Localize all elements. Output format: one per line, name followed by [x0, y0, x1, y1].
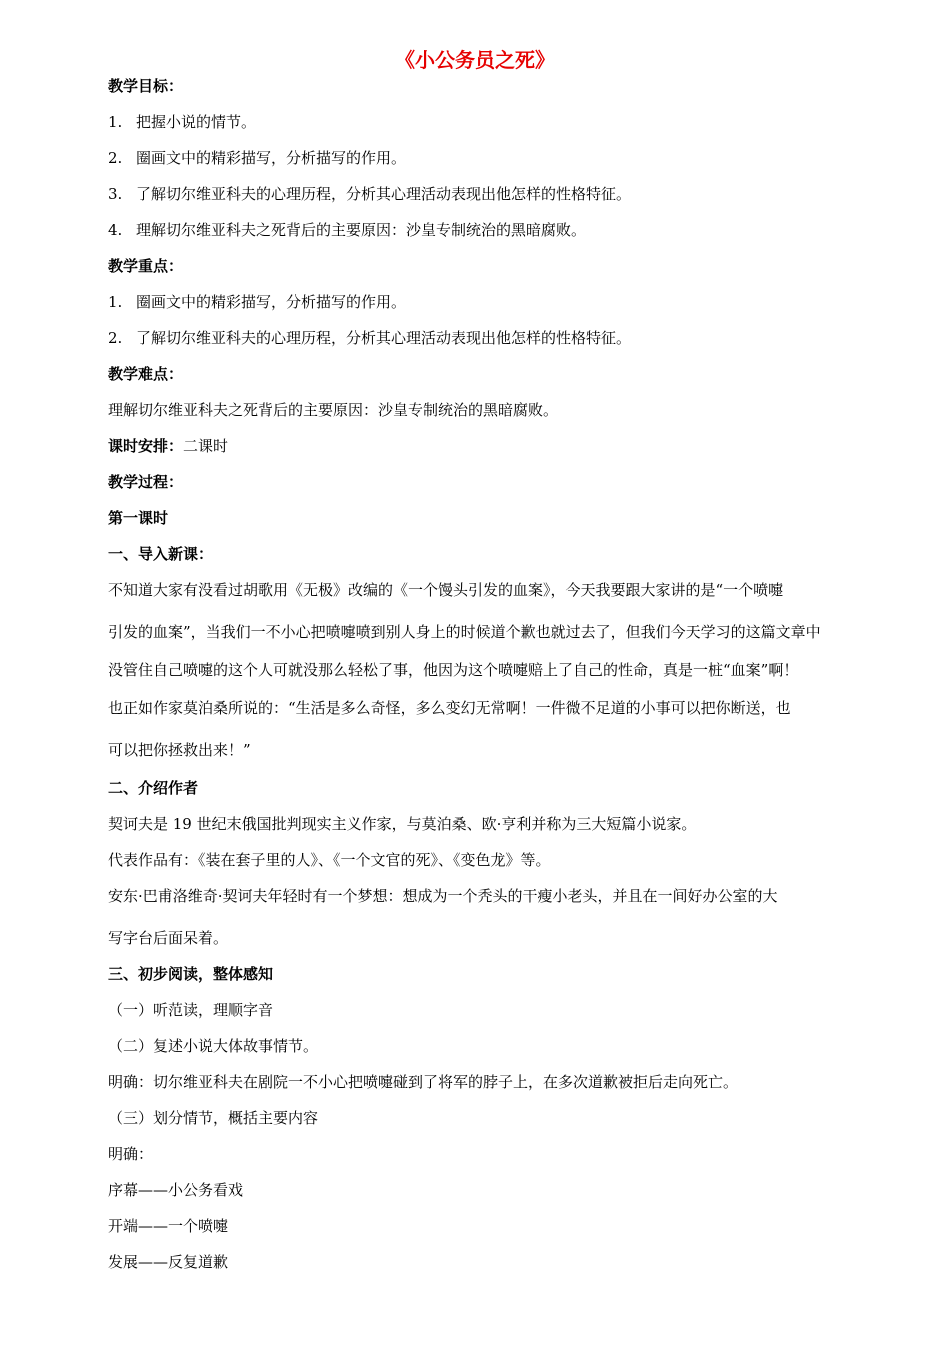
author-line-3b: 写字台后面呆着。 [108, 929, 229, 947]
reading-step-3-label: 明确： [108, 1145, 154, 1163]
process-heading: 教学过程： [108, 473, 184, 491]
intro-paragraph-2-line-1: 也正如作家莫泊桑所说的：“生活是多么奇怪，多么变幻无常啊！一件微不足道的小事可以把你断送，也 [108, 699, 791, 717]
goal-num-4: 4. [108, 221, 123, 239]
goal-text-1: 把握小说的情节。 [136, 113, 257, 131]
difficulty-text: 理解切尔维亚科夫之死背后的主要原因：沙皇专制统治的黑暗腐败。 [108, 401, 559, 419]
reading-heading: 三、初步阅读，整体感知 [108, 965, 274, 983]
intro-paragraph-1-line-1: 不知道大家有没看过胡歌用《无极》改编的《一个馒头引发的血案》，今天我要跟大家讲的是“一个喷嚏 [108, 581, 784, 599]
schedule-label: 课时安排： [108, 437, 184, 455]
author-heading: 二、介绍作者 [108, 779, 199, 797]
goal-num-1: 1. [108, 113, 123, 131]
goal-text-4: 理解切尔维亚科夫之死背后的主要原因：沙皇专制统治的黑暗腐败。 [136, 221, 587, 239]
plot-item-1: 序幕——小公务看戏 [108, 1181, 244, 1199]
key-point-num-2: 2. [108, 329, 123, 347]
plot-item-2: 开端——一个喷嚏 [108, 1217, 229, 1235]
goals-heading: 教学目标： [108, 77, 184, 95]
goal-num-3: 3. [108, 185, 123, 203]
difficulty-heading: 教学难点： [108, 365, 184, 383]
intro-paragraph-1-line-3: 没管住自己喷嚏的这个人可就没那么轻松了事，他因为这个喷嚏赔上了自己的性命，真是一桩“血案”啊！ [108, 661, 799, 679]
goal-text-3: 了解切尔维亚科夫的心理历程，分析其心理活动表现出他怎样的性格特征。 [136, 185, 632, 203]
intro-paragraph-2-line-2: 可以把你拯救出来！” [108, 741, 251, 759]
key-point-text-2: 了解切尔维亚科夫的心理历程，分析其心理活动表现出他怎样的性格特征。 [136, 329, 632, 347]
key-point-item-2 [108, 326, 631, 350]
key-point-text-1: 圈画文中的精彩描写，分析描写的作用。 [136, 293, 407, 311]
intro-heading: 一、导入新课： [108, 545, 214, 563]
lesson1-heading: 第一课时 [108, 509, 169, 527]
schedule-value: 二课时 [183, 437, 229, 455]
plot-item-3: 发展——反复道歉 [108, 1253, 229, 1271]
intro-paragraph-1-line-2: 引发的血案”，当我们一不小心把喷嚏喷到别人身上的时候道个歉也就过去了，但我们今天学习的这篇文章中 [108, 623, 821, 641]
goal-item-3 [108, 182, 631, 206]
key-point-item-1 [108, 290, 406, 314]
reading-step-1: （一）听范读，理顺字音 [108, 1001, 274, 1019]
page-title: 《小公务员之死》 [395, 48, 555, 72]
key-points-heading: 教学重点： [108, 257, 184, 275]
key-point-num-1: 1. [108, 293, 123, 311]
goal-num-2: 2. [108, 149, 123, 167]
goal-item-4 [108, 218, 586, 242]
author-line-1: 契诃夫是 19 世纪末俄国批判现实主义作家，与莫泊桑、欧·亨利并称为三大短篇小说家。 [108, 815, 697, 833]
author-line-3a: 安东·巴甫洛维奇·契诃夫年轻时有一个梦想：想成为一个秃头的干瘦小老头，并且在一间好办公室的大 [108, 887, 778, 905]
reading-step-3: （三）划分情节，概括主要内容 [108, 1109, 319, 1127]
goal-item-1 [108, 110, 256, 134]
reading-step-2-answer: 明确：切尔维亚科夫在剧院一不小心把喷嚏碰到了将军的脖子上，在多次道歉被拒后走向死亡。 [108, 1073, 739, 1091]
goal-text-2: 圈画文中的精彩描写，分析描写的作用。 [136, 149, 407, 167]
author-line-2: 代表作品有：《装在套子里的人》、《一个文官的死》、《变色龙》等。 [108, 851, 551, 869]
goal-item-2 [108, 146, 406, 170]
schedule-line [108, 434, 228, 458]
reading-step-2: （二）复述小说大体故事情节。 [108, 1037, 319, 1055]
